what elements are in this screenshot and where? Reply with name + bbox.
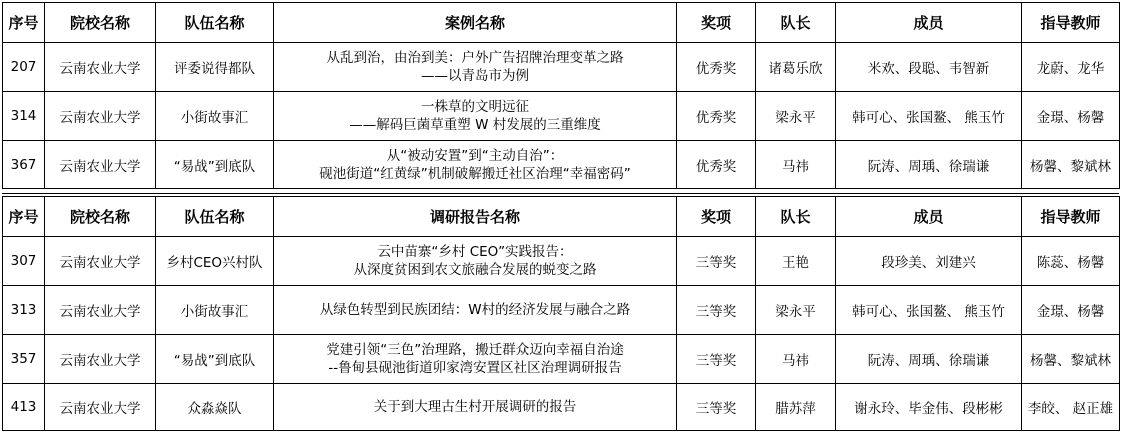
row-advisors: 李皎、 赵正雄	[1022, 384, 1120, 431]
table-row	[3, 92, 1120, 141]
row-title-line: 党建引领“三色”治理路，搬迁群众迈向幸福自治途	[326, 342, 624, 358]
row-team: 众淼焱队	[156, 384, 274, 431]
header-advisors: 指导教师	[1022, 197, 1120, 237]
row-award: 三等奖	[677, 286, 756, 335]
row-title	[274, 335, 677, 384]
header-advisors: 指导教师	[1022, 3, 1120, 43]
row-advisors: 金璟、杨馨	[1022, 92, 1120, 141]
row-team: “易战”到底队	[156, 335, 274, 384]
table-row	[3, 43, 1120, 92]
report-awards-table	[2, 196, 1120, 431]
row-school: 云南农业大学	[45, 286, 156, 335]
header-members: 成员	[836, 197, 1022, 237]
row-members: 谢永玲、毕金伟、段彬彬	[836, 384, 1022, 431]
row-title-line: 从“被动安置”到“主动自治”：	[386, 147, 564, 164]
header-team: 队伍名称	[156, 3, 274, 43]
header-team: 队伍名称	[156, 197, 274, 237]
row-members: 段珍美、刘建兴	[836, 237, 1022, 286]
row-title-line: 从乱到治，由治到美：户外广告招牌治理变革之路	[326, 50, 624, 66]
table-row	[3, 237, 1120, 286]
row-title	[274, 384, 677, 431]
header-members: 成员	[836, 3, 1022, 43]
row-team: 小街故事汇	[156, 286, 274, 335]
row-award: 优秀奖	[677, 43, 756, 92]
row-leader: 梁永平	[756, 286, 836, 335]
row-leader: 梁永平	[756, 92, 836, 141]
row-leader: 腊苏萍	[756, 384, 836, 431]
row-award: 优秀奖	[677, 141, 756, 189]
row-leader: 诸葛乐欣	[756, 43, 836, 92]
row-title-line: 关于到大理古生村开展调研的报告	[373, 399, 577, 415]
row-title	[274, 92, 677, 141]
table-row	[3, 384, 1120, 431]
row-members: 米欢、段聪、韦智新	[836, 43, 1022, 92]
row-leader: 马祎	[756, 141, 836, 189]
row-award: 三等奖	[677, 335, 756, 384]
row-no: 413	[3, 384, 45, 431]
header-award: 奖项	[677, 3, 756, 43]
row-team: “易战”到底队	[156, 141, 274, 189]
row-no: 313	[3, 286, 45, 335]
row-school: 云南农业大学	[45, 43, 156, 92]
row-school: 云南农业大学	[45, 141, 156, 189]
row-title-line: 从绿色转型到民族团结：W村的经济发展与融合之路	[319, 302, 631, 318]
row-no: 367	[3, 141, 45, 189]
row-advisors: 陈蕊、杨馨	[1022, 237, 1120, 286]
header-leader: 队长	[756, 197, 836, 237]
row-leader: 马祎	[756, 335, 836, 384]
header-case-title: 案例名称	[274, 3, 677, 43]
row-advisors: 金璟、杨馨	[1022, 286, 1120, 335]
row-no: 207	[3, 43, 45, 92]
row-members: 阮涛、周瑀、徐瑞谦	[836, 335, 1022, 384]
row-award: 三等奖	[677, 384, 756, 431]
row-title	[274, 43, 677, 92]
row-school: 云南农业大学	[45, 92, 156, 141]
row-members: 韩可心、张国鳌、 熊玉竹	[836, 286, 1022, 335]
row-no: 307	[3, 237, 45, 286]
row-title-line: ——解码巨菌草重塑 W 村发展的三重维度	[349, 117, 601, 133]
header-no: 序号	[3, 3, 45, 43]
row-advisors: 龙蔚、龙华	[1022, 43, 1120, 92]
table-row	[3, 141, 1120, 189]
table-separator	[2, 188, 1119, 194]
table-row	[3, 335, 1120, 384]
table-header-row	[3, 197, 1120, 237]
case-awards-table	[2, 2, 1120, 189]
row-school: 云南农业大学	[45, 237, 156, 286]
table-header-row	[3, 3, 1120, 43]
row-title	[274, 141, 677, 189]
row-members: 阮涛、周瑀、徐瑞谦	[836, 141, 1022, 189]
row-school: 云南农业大学	[45, 335, 156, 384]
row-school: 云南农业大学	[45, 384, 156, 431]
row-award: 优秀奖	[677, 92, 756, 141]
row-members: 韩可心、张国鳌、 熊玉竹	[836, 92, 1022, 141]
header-leader: 队长	[756, 3, 836, 43]
header-no: 序号	[3, 197, 45, 237]
row-advisors: 杨馨、黎斌林	[1022, 141, 1120, 189]
row-title	[274, 237, 677, 286]
header-school: 院校名称	[45, 197, 156, 237]
row-advisors: 杨馨、黎斌林	[1022, 335, 1120, 384]
header-school: 院校名称	[45, 3, 156, 43]
row-team: 小街故事汇	[156, 92, 274, 141]
row-no: 357	[3, 335, 45, 384]
row-title-line: ——以青岛市为例	[421, 68, 529, 84]
row-title-line: --鲁甸县砚池街道卯家湾安置区社区治理调研报告	[328, 360, 622, 376]
row-award: 三等奖	[677, 237, 756, 286]
row-team: 评委说得都队	[156, 43, 274, 92]
row-title	[274, 286, 677, 335]
row-title-line: 云中苗寨“乡村 CEO”实践报告：	[377, 244, 573, 260]
row-no: 314	[3, 92, 45, 141]
row-title-line: 砚池街道“红黄绿”机制破解搬迁社区治理“幸福密码”	[319, 165, 631, 182]
row-leader: 王艳	[756, 237, 836, 286]
table-row	[3, 286, 1120, 335]
row-title-line: 从深度贫困到农文旅融合发展的蜕变之路	[353, 262, 597, 278]
row-team: 乡村CEO兴村队	[156, 237, 274, 286]
header-report-title: 调研报告名称	[274, 197, 677, 237]
header-award: 奖项	[677, 197, 756, 237]
row-title-line: 一株草的文明远征	[421, 99, 529, 115]
